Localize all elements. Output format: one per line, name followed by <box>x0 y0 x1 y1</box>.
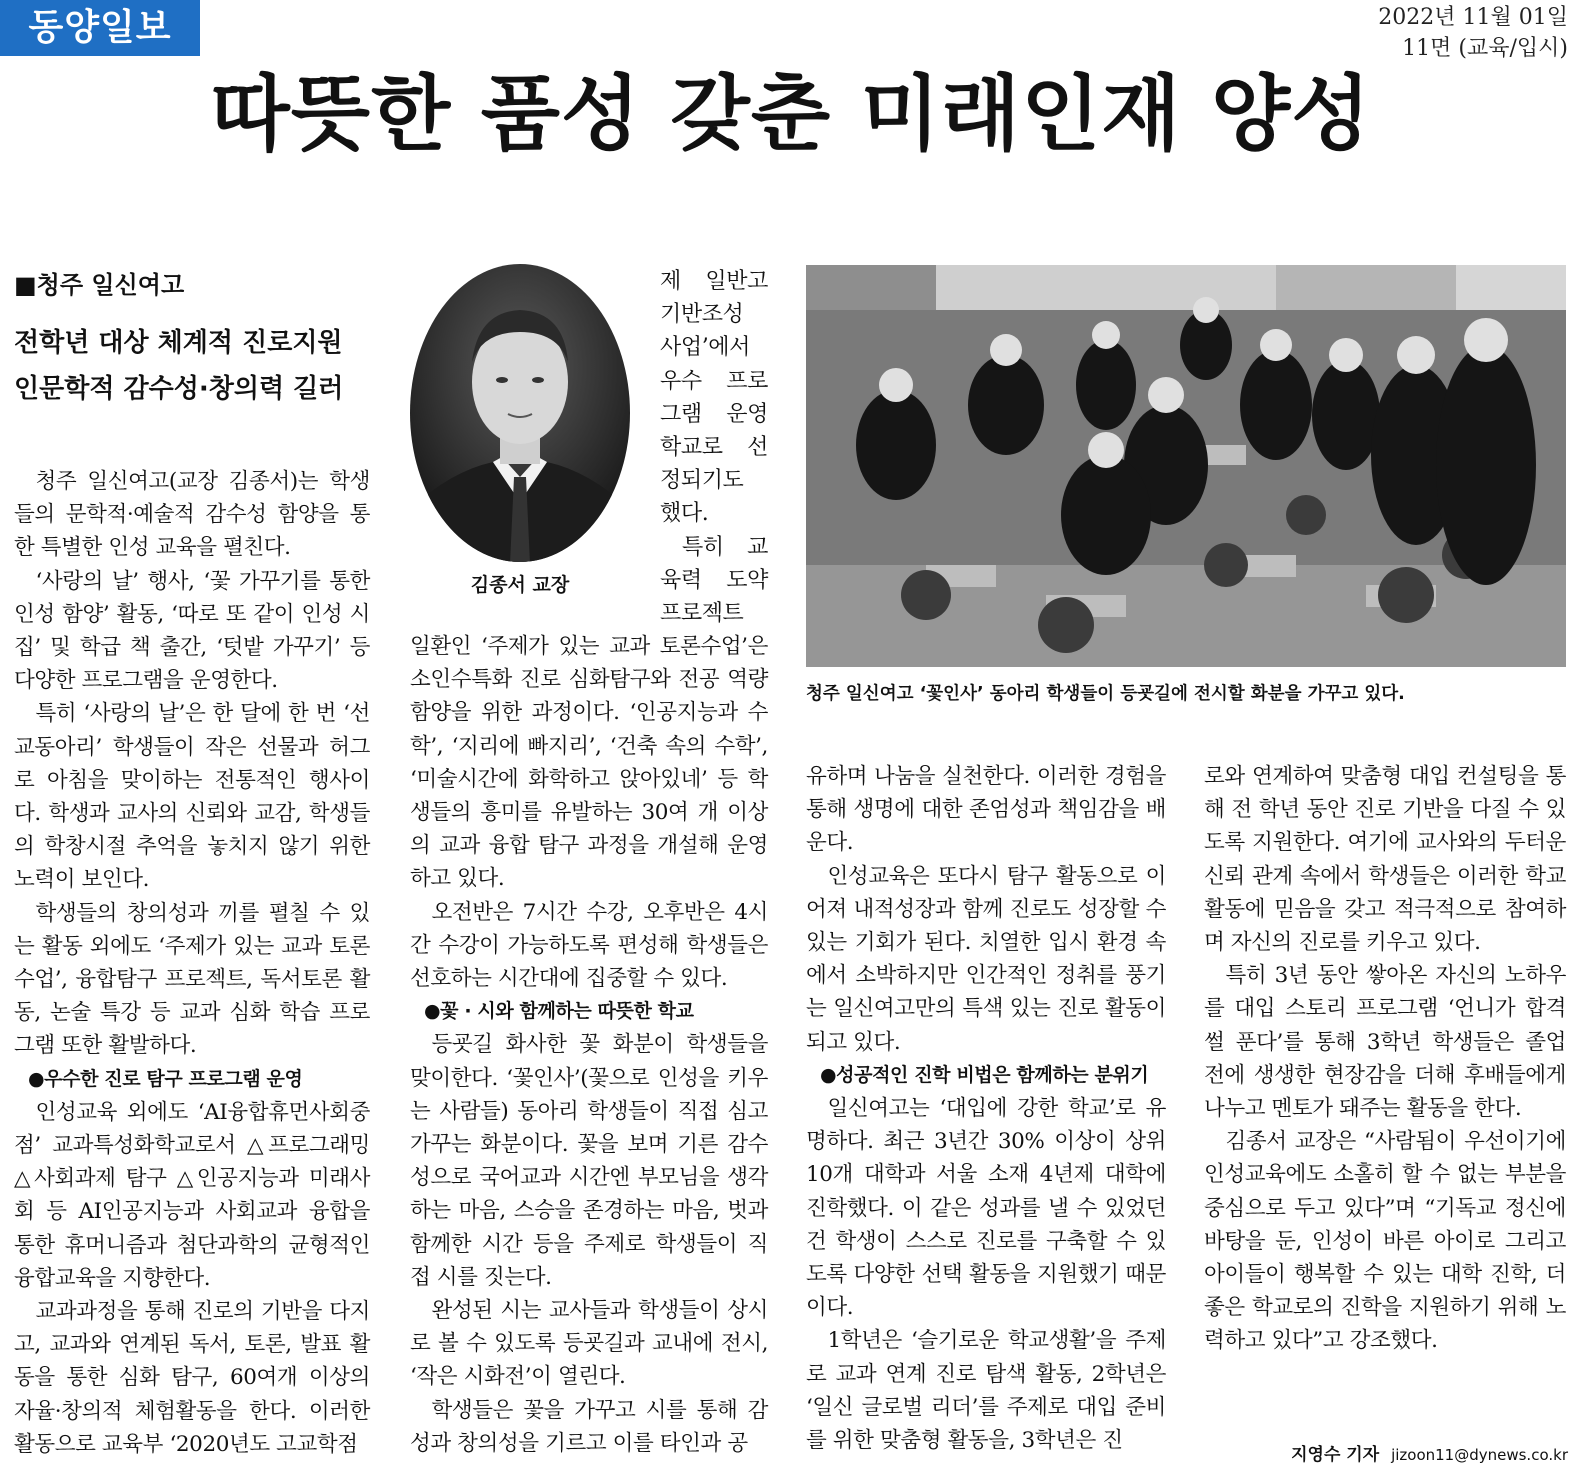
photo-caption: 청주 일신여고 ‘꽃인사’ 동아리 학생들이 등굣길에 전시할 화분을 가꾸고 있다. <box>806 684 1405 704</box>
school-tag: ■청주 일신여고 <box>14 271 185 299</box>
paragraph: 학생들은 꽃을 가꾸고 시를 통해 감성과 창의성을 기르고 이를 타인과 공 <box>410 1397 768 1456</box>
article-column-2-top <box>660 265 768 630</box>
page-section: 11면 (교육/입시) <box>1402 36 1568 61</box>
paragraph: 유하며 나눔을 실천한다. 이러한 경험을 통해 생명에 대한 존엄성과 책임감을 배운다. <box>806 764 1166 856</box>
paragraph: 제 일반고 기반조성 사업’에서 우수 프로그램 운영 학교로 선정되기도 했다. <box>660 269 768 527</box>
students-photo <box>806 265 1566 667</box>
section-heading: ●우수한 진로 탐구 프로그램 운영 <box>28 1067 303 1090</box>
paragraph: 완성된 시는 교사들과 학생들이 상시로 볼 수 있도록 등굣길과 교내에 전시, ‘작은 시화전’이 열린다. <box>410 1298 768 1390</box>
portrait-caption: 김종서 교장 <box>470 574 570 596</box>
subheadline-line-2: 인문학적 감수성·창의력 길러 <box>14 374 344 404</box>
paragraph: 인성교육 외에도 ‘AI융합휴먼사회중점’ 교과특성화학교로서 △프로그래밍 △사회과제 탐구 △인공지능과 미래사회 등 AI인공지능과 사회교과 융합을 통한 휴머니즘과 첨단과학의 균형적인 융합교육을 지향한다. <box>14 1099 370 1291</box>
issue-meta <box>1378 2 1568 64</box>
paragraph: 1학년은 ‘슬기로운 학교생활’을 주제로 교과 연계 진로 탐색 활동, 2학년은 ‘일신 글로벌 리더’를 주제로 대입 준비를 위한 맞춤형 활동을, 3학년은 진 <box>806 1328 1166 1454</box>
subheadline <box>14 320 394 412</box>
paragraph: 인성교육은 또다시 탐구 활동으로 이어져 내적성장과 함께 진로도 성장할 수 있는 기회가 된다. 치열한 입시 환경 속에서 소박하지만 인간적인 정취를 풍기는 일신여고만의 특색 있는 진로 활동이 되고 있다. <box>806 863 1166 1055</box>
paragraph: 학생들의 창의성과 끼를 펼칠 수 있는 활동 외에도 ‘주제가 있는 교과 토론 수업’, 융합탐구 프로젝트, 독서토론 활동, 논술 특강 등 교과 심화 학습 프로그램 또한 활발하다. <box>14 900 370 1059</box>
paragraph: 등굣길 화사한 꽃 화분이 학생들을 맞이한다. ‘꽃인사’(꽃으로 인성을 키우는 사람들) 동아리 학생들이 직접 심고 가꾸는 화분이다. 꽃을 보며 기른 감수성으로 국어교과 시간엔 부모님을 생각하는 마음, 스승을 존경하는 마음, 벗과 함께한 시간 등을 주제로 학생들이 직접 시를 짓는다. <box>410 1032 768 1290</box>
byline <box>1291 1440 1568 1465</box>
paragraph: 청주 일신여고(교장 김종서)는 학생들의 문학적·예술적 감수성 함양을 통한 특별한 인성 교육을 펼친다. <box>14 469 370 561</box>
article-column-2 <box>410 630 768 1460</box>
newspaper-logo: 동양일보 <box>0 0 200 56</box>
paragraph: 로와 연계하여 맞춤형 대입 컨설팅을 통해 전 학년 동안 진로 기반을 다질 수 있도록 지원한다. 여기에 교사와의 두터운 신뢰 관계 속에서 학생들은 이러한 학교 활동에 믿음을 갖고 적극적으로 참여하며 자신의 진로를 키우고 있다. <box>1204 764 1566 956</box>
paragraph: 특히 ‘사랑의 날’은 한 달에 한 번 ‘선교동아리’ 학생들이 작은 선물과 허그로 아침을 맞이하는 전통적인 행사이다. 학생과 교사의 신뢰와 교감, 학생들의 학창시절 추억을 놓치지 않기 위한 노력이 보인다. <box>14 701 370 893</box>
paragraph: 일신여고는 ‘대입에 강한 학교’로 유명하다. 최근 3년간 30% 이상이 상위 10개 대학과 서울 소재 4년제 대학에 진학했다. 이 같은 성과를 낼 수 있었던 건 학생이 스스로 진로를 구축할 수 있도록 다양한 선택 활동을 지원했기 때문이다. <box>806 1096 1166 1321</box>
article-column-3 <box>806 760 1166 1457</box>
principal-portrait <box>408 262 632 564</box>
issue-date: 2022년 11월 01일 <box>1378 5 1568 30</box>
paragraph: ‘사랑의 날’ 행사, ‘꽃 가꾸기를 통한 인성 함양’ 활동, ‘따로 또 같이 인성 시집’ 및 학급 책 출간, ‘텃밭 가꾸기’ 등 다양한 프로그램을 운영한다. <box>14 568 370 694</box>
paragraph: 교과과정을 통해 진로의 기반을 다지고, 교과와 연계된 독서, 토론, 발표 활동을 통한 심화 탐구, 60여개 이상의 자율·창의적 체험활동을 한다. 이러한 활동으로 교육부 ‘2020년도 고교학점 <box>14 1299 370 1457</box>
reporter-name: 지영수 기자 <box>1291 1445 1380 1465</box>
article-column-4 <box>1204 760 1566 1358</box>
paragraph: 특히 교육력 도약 프로젝트 <box>660 534 768 627</box>
article-column-1 <box>14 465 370 1461</box>
paragraph: 김종서 교장은 “사람됨이 우선이기에 인성교육에도 소홀히 할 수 없는 부분을 중심으로 두고 있다”며 “기독교 정신에 바탕을 둔, 인성이 바른 아이로 그리고 아이들이 행복할 수 있는 대학 진학, 더 좋은 학교로의 진학을 지원하기 위해 노력하고 있다”고 강조했다. <box>1204 1129 1566 1354</box>
reporter-email[interactable]: jizoon11@dynews.co.kr <box>1391 1446 1568 1464</box>
section-heading: ●성공적인 진학 비법은 함께하는 분위기 <box>820 1063 1149 1086</box>
paragraph: 오전반은 7시간 수강, 오후반은 4시간 수강이 가능하도록 편성해 학생들은 선호하는 시간대에 집중할 수 있다. <box>410 899 768 992</box>
subheadline-line-1: 전학년 대상 체계적 진로지원 <box>14 328 343 358</box>
article-headline: 따뜻한 품성 갖춘 미래인재 양성 <box>210 67 1372 162</box>
paragraph: 특히 3년 동안 쌓아온 자신의 노하우를 대입 스토리 프로그램 ‘언니가 합격썰 푼다’를 통해 3학년 학생들은 졸업 전에 생생한 현장감을 더해 후배들에게 나누고 멘토가 돼주는 활동을 한다. <box>1204 963 1566 1122</box>
section-heading: ●꽃 · 시와 함께하는 따뜻한 학교 <box>424 1000 694 1023</box>
paragraph: 일환인 ‘주제가 있는 교과 토론수업’은 소인수특화 진로 심화탐구와 전공 역량 함양을 위한 과정이다. ‘인공지능과 수학’, ‘지리에 빠지리’, ‘건축 속의 수학’, ‘미술시간에 화학하고 앉아있네’ 등 학생들의 흥미를 유발하는 30여 개 이상의 교과 융합 탐구 과정을 개설해 운영하고 있다. <box>410 634 768 892</box>
